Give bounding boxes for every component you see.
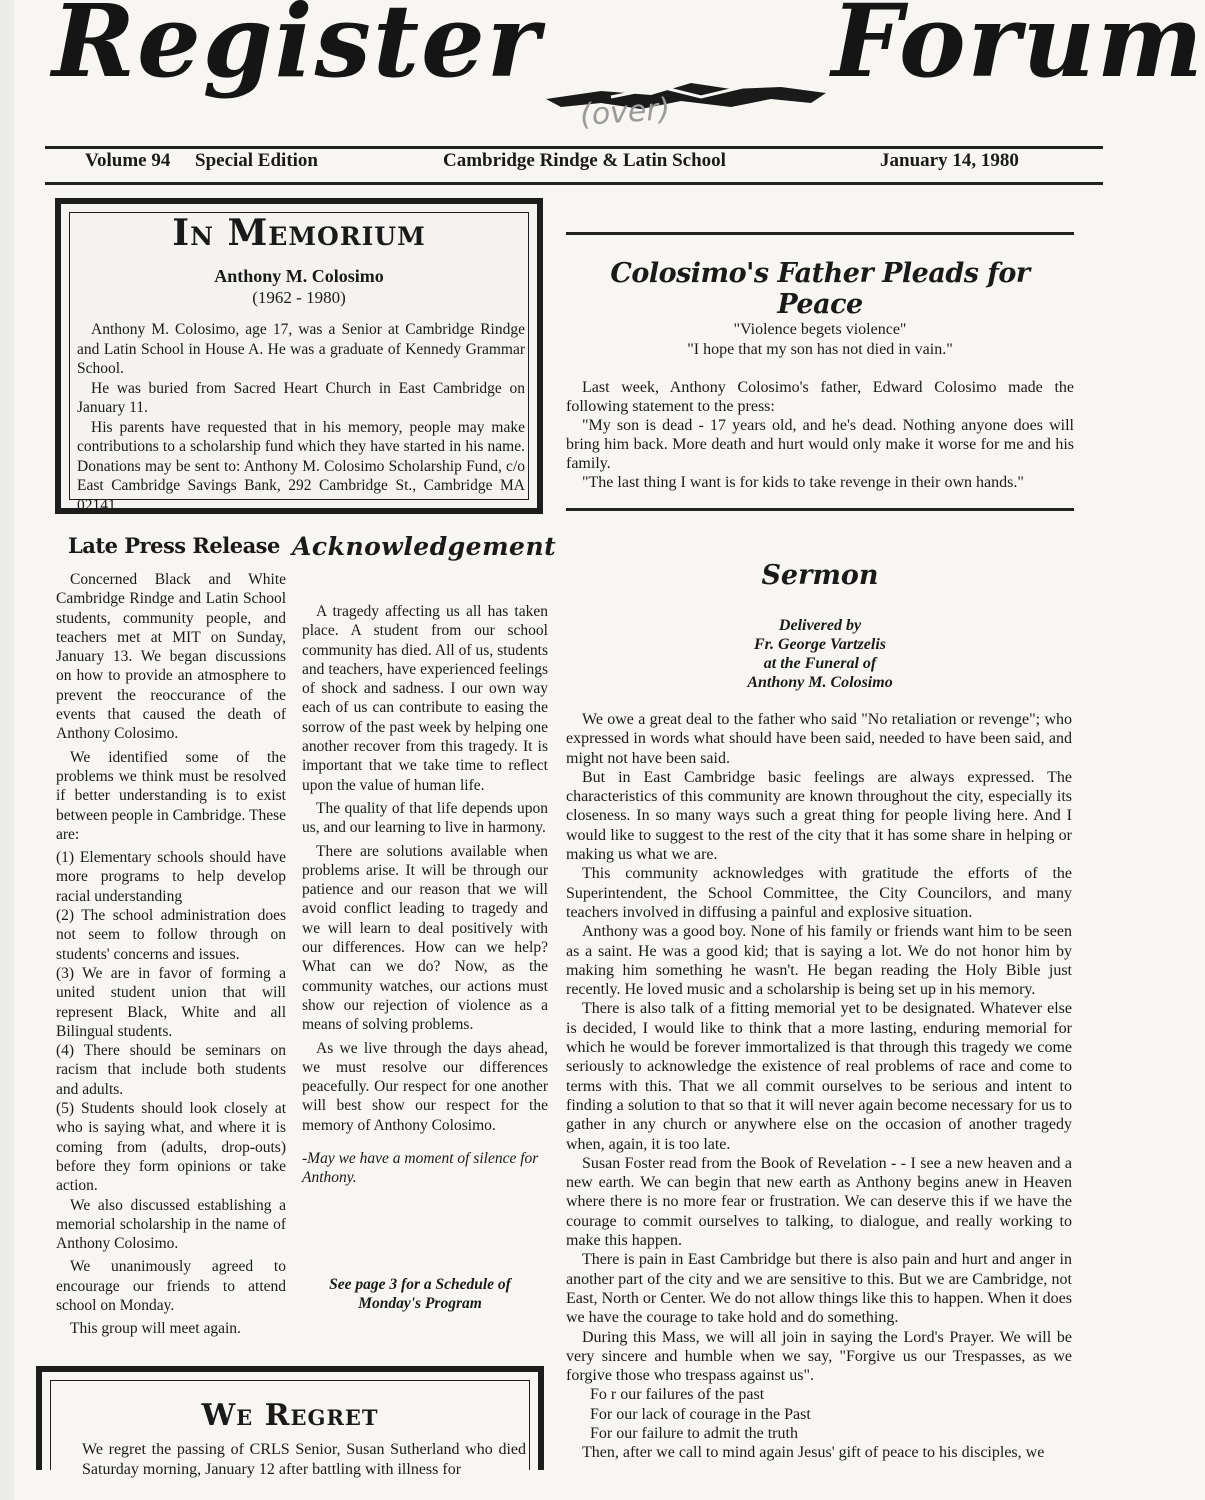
sermon-paragraph: There is pain in East Cambridge but there is also pain and hurt and anger in another part of the city and we are sensitive to this. But we are Cambridge, not East, North or Center. We do not allow things like this to happen. When it does we have the courage to take hold and do something.: [566, 1251, 1072, 1327]
father-paragraph: Last week, Anthony Colosimo's father, Edward Colosimo made the following statement to the press:: [566, 379, 1074, 415]
sermon-litany-line: Fo r our failures of the past: [590, 1386, 765, 1404]
masthead-rule-bottom: [45, 182, 1103, 185]
late-press-item: (1) Elementary schools should have more programs to help develop racial understanding: [56, 849, 286, 905]
sermon-paragraph: Anthony was a good boy. None of his family or friends want him to be seen as a saint. He was a good kid; that is saying a lot. We do not honor him by making him something he wasn't. He began reading the Holy Bible just recently. He loved music and a scholarship is being set up in his memory.: [566, 923, 1072, 999]
info-bar: [85, 150, 1035, 176]
sermon-paragraph: During this Mass, we will all join in saying the Lord's Prayer. We will be very sincere and humble when we say, "Forgive us our Trespasses, as we forgive those who trespass against us".: [566, 1328, 1072, 1385]
issue-date: January 14, 1980: [880, 150, 1019, 171]
volume: Volume 94: [85, 150, 171, 171]
see-page-note: See page 3 for a Schedule of Monday's Program: [329, 1276, 511, 1312]
memoriam-paragraph: His parents have requested that in his memory, people may make contributions to a scholarship fund which they have started in his name. Donations may be sent to: Anthony M. Colosimo Scholarship Fund, c/o East Cambridge Savings Bank, 292 Cambridge St., Cambridge MA 02141.: [77, 418, 525, 514]
memoriam-paragraph: He was buried from Sacred Heart Church in East Cambridge on January 11.: [77, 379, 525, 416]
father-body: [566, 378, 1074, 492]
memoriam-body: [77, 320, 525, 515]
father-headline: Colosimo's Father Pleads for Peace: [610, 258, 1030, 320]
school-name: Cambridge Rindge & Latin School: [443, 150, 726, 171]
late-press-closing: We unanimously agreed to encourage our friends to attend school on Monday.: [56, 1258, 286, 1314]
sermon-paragraph: We owe a great deal to the father who said "No retaliation or revenge"; who expressed in words what should have been said, needed to have been said, and might not have been said.: [566, 711, 1072, 767]
late-press-closing: This group will meet again.: [70, 1320, 241, 1338]
father-quote-2: "I hope that my son has not died in vain.": [687, 341, 953, 358]
acknowledgement-paragraph: There are solutions available when problems arise. It will be through our patience and our reason that we will avoid conflict leading to tragedy and we will learn to deal positively with our differences. How can we help? What can we do? Now, as the community watches, our actions must show our rejection of violence as a means of solving problems.: [302, 842, 548, 1034]
late-press-paragraph: We identified some of the problems we think must be resolved if better understanding is to exist between people in Cambridge. These are:: [56, 748, 286, 843]
sermon-byline-line: Delivered by: [778, 617, 862, 634]
memoriam-paragraph: Anthony M. Colosimo, age 17, was a Senior at Cambridge Rindge and Latin School in House A. He was a graduate of Kennedy Grammar School.: [77, 321, 525, 377]
masthead-rule-top: [45, 146, 1103, 149]
father-paragraph: "The last thing I want is for kids to take revenge in their own hands.": [582, 474, 1024, 491]
masthead-title-right: Forum: [831, 0, 1205, 100]
sermon-byline: [566, 616, 1074, 692]
memoriam-title: In Memorium: [172, 212, 426, 254]
sermon-litany-line: For our failure to admit the truth: [590, 1424, 798, 1442]
acknowledgement-column: [302, 602, 548, 1192]
late-press-item: (3) We are in favor of forming a united student union that will represent Black, White and all Bilingual students.: [56, 964, 286, 1040]
late-press-item: (2) The school administration does not seem to follow through on students' concerns and issues.: [56, 907, 286, 963]
sermon-byline-line: at the Funeral of: [763, 655, 877, 672]
late-press-column: [56, 570, 286, 1343]
masthead-emblem-icon: [541, 25, 831, 75]
masthead-title: [52, 0, 1205, 102]
sermon-paragraph: But in East Cambridge basic feelings are always expressed. The characteristics of this community are known throughout the city, especially its closeness. In so many ways such a great thing for people living here. And I would like to suggest to the rest of the city that it has some share in helping or making us what we are.: [566, 768, 1072, 864]
father-quote-1: "Violence begets violence": [733, 321, 907, 338]
sermon-paragraph: Then, after we call to mind again Jesus' gift of peace to his disciples, we: [582, 1444, 1045, 1462]
handwritten-note: (over): [578, 91, 672, 134]
acknowledgement-paragraph: The quality of that life depends upon us, and our learning to live in harmony.: [302, 799, 548, 837]
acknowledgement-title: Acknowledgement: [292, 532, 557, 561]
late-press-paragraph: Concerned Black and White Cambridge Rindge and Latin School students, community people, and teachers met at MIT on Sunday, January 13. We began discussions on how to provide an atmosphere to prevent the reoccurance of the events that caused the death of Anthony Colosimo.: [56, 571, 286, 743]
late-press-item: (4) There should be seminars on racism that include both students and adults.: [56, 1042, 286, 1098]
memoriam-dates: (1962 - 1980): [252, 288, 346, 307]
father-rule-top: [566, 232, 1074, 235]
sermon-byline-line: Fr. George Vartzelis: [753, 636, 886, 653]
edition: Special Edition: [195, 150, 318, 171]
acknowledgement-paragraph: As we live through the days ahead, we must resolve our differences peacefully. Our respect for one another will best show our respect for the memory of Anthony Colosimo.: [302, 1039, 548, 1134]
scan-edge: [0, 0, 14, 1500]
sermon-paragraph: Susan Foster read from the Book of Revelation - - I see a new heaven and a new earth. We can begin that new earth as Anthony begins anew in Heaven where there is no more fear or frustration. We can deserve this if we have the courage to commit ourselves to talking, to dialogue, and really working to make this happen.: [566, 1154, 1072, 1250]
sermon-title: Sermon: [761, 560, 879, 591]
late-press-title: Late Press Release: [68, 533, 280, 558]
sermon-body: [566, 710, 1072, 1463]
moment-of-silence: -May we have a moment of silence for Anthony.: [302, 1150, 539, 1187]
sermon-litany-line: For our lack of courage in the Past: [590, 1405, 811, 1423]
masthead-title-left: Register: [52, 0, 542, 100]
memoriam-box: [55, 198, 543, 514]
sermon-paragraph: This community acknowledges with gratitude the efforts of the Superintendent, the School Committee, the City Councilors, and many teachers involved in diffusing a painful and explosive situation.: [566, 865, 1072, 921]
regret-body: We regret the passing of CRLS Senior, Susan Sutherland who died Saturday morning, January 12 after battling with illness for: [82, 1441, 526, 1478]
regret-box: [36, 1366, 544, 1478]
sermon-byline-line: Anthony M. Colosimo: [747, 674, 893, 691]
sermon-paragraph: There is also talk of a fitting memorial yet to be designated. Whatever else is decided, I would like to think that a more lasting, enduring memorial for which he would be forever immortalized is that through this tragedy we come seriously to acknowledge the existence of real problems of race and come to terms with this. That we all commit ourselves to be serious and intent to finding a solution to that so that it will never again become necessary for us to gather in any church or anywhere else on the occasion of another tragedy when, again, it is too late.: [566, 1000, 1072, 1153]
late-press-closing: We also discussed establishing a memorial scholarship in the name of Anthony Colosimo.: [56, 1196, 286, 1253]
father-paragraph: "My son is dead - 17 years old, and he's dead. Nothing anyone does will bring him back. More death and hurt would only make it worse for me and his family.: [566, 417, 1074, 472]
father-rule-bottom: [566, 508, 1074, 511]
acknowledgement-paragraph: A tragedy affecting us all has taken place. A student from our school community has died. All of us, students and teachers, have experienced feelings of shock and sadness. I our own way each of us can contribute to easing the sorrow of the past week by helping one another recover from this tragedy. It is important that we take time to reflect upon the value of human life.: [302, 603, 548, 794]
memoriam-name: Anthony M. Colosimo: [214, 266, 384, 286]
regret-title: We Regret: [201, 1398, 379, 1433]
late-press-item: (5) Students should look closely at who is saying what, and where it is coming from (adults, drop-outs) before they form opinions or take action.: [56, 1100, 286, 1195]
